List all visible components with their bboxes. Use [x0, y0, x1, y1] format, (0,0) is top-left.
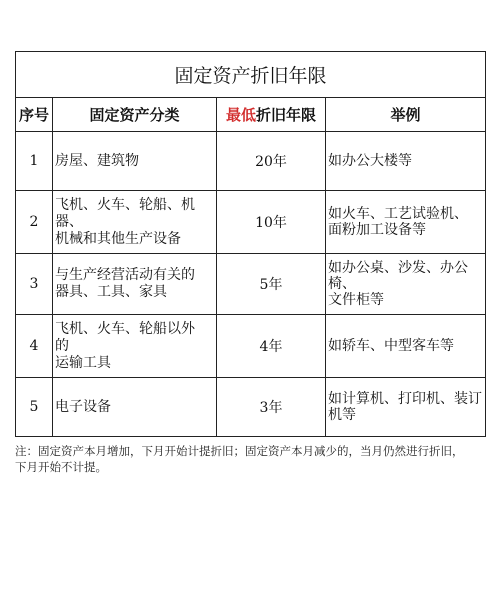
footnote-line: 注：固定资产本月增加，下月开始计提折旧；固定资产本月减少的，当月仍然进行折旧， — [15, 444, 464, 458]
row-example: 如计算机、打印机、装订机等 — [326, 378, 486, 437]
row-example: 如办公大楼等 — [326, 132, 486, 191]
row-years: 10年 — [217, 191, 326, 254]
table-row — [16, 315, 486, 378]
row-category: 飞机、火车、轮船以外 的 运输工具 — [53, 315, 217, 378]
row-category: 电子设备 — [53, 378, 217, 437]
row-example: 如火车、工艺试验机、 面粉加工设备等 — [326, 191, 486, 254]
header-years-highlight: 最低 — [225, 106, 256, 124]
row-no: 1 — [16, 132, 53, 191]
table-row — [16, 191, 486, 254]
row-years: 4年 — [217, 315, 326, 378]
row-example: 如轿车、中型客车等 — [326, 315, 486, 378]
row-no: 3 — [16, 254, 53, 315]
header-example: 举例 — [326, 98, 486, 132]
row-category: 房屋、建筑物 — [53, 132, 217, 191]
table-title: 固定资产折旧年限 — [16, 52, 486, 98]
row-no: 5 — [16, 378, 53, 437]
table-row — [16, 378, 486, 437]
header-years — [217, 98, 326, 132]
footnote-line: 下月开始不计提。 — [15, 460, 107, 474]
row-years: 20年 — [217, 132, 326, 191]
table-row — [16, 132, 486, 191]
row-no: 4 — [16, 315, 53, 378]
table-row — [16, 254, 486, 315]
header-years-rest: 折旧年限 — [256, 106, 317, 124]
row-category: 与生产经营活动有关的 器具、工具、家具 — [53, 254, 217, 315]
row-category: 飞机、火车、轮船、机 器、 机械和其他生产设备 — [53, 191, 217, 254]
row-example: 如办公桌、沙发、办公椅、 文件柜等 — [326, 254, 486, 315]
header-category: 固定资产分类 — [53, 98, 217, 132]
row-years: 3年 — [217, 378, 326, 437]
row-years: 5年 — [217, 254, 326, 315]
header-no: 序号 — [16, 98, 53, 132]
footnote — [15, 443, 487, 475]
depreciation-table — [15, 51, 486, 437]
row-no: 2 — [16, 191, 53, 254]
